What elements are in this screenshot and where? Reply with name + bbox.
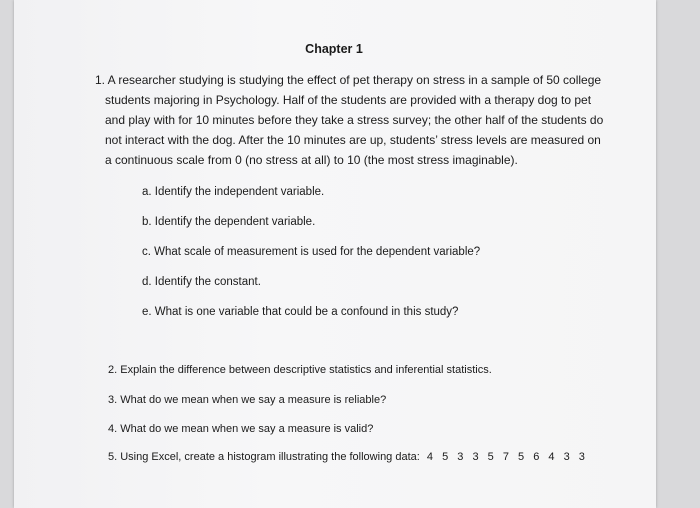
question-1e: e. What is one variable that could be a confound in this study? bbox=[142, 306, 459, 318]
question-1-text bbox=[95, 70, 625, 170]
question-1-line: and play with for 10 minutes before they take a stress survey; the other half of the students do bbox=[105, 113, 604, 127]
data-value: 3 bbox=[472, 451, 479, 463]
question-1-line: 1. A researcher studying is studying the effect of pet therapy on stress in a sample of 50 college bbox=[95, 73, 602, 87]
question-3: 3. What do we mean when we say a measure is reliable? bbox=[108, 394, 387, 406]
question-1b: b. Identify the dependent variable. bbox=[142, 216, 316, 228]
data-value: 4 bbox=[548, 451, 555, 463]
question-1-line: students majoring in Psychology. Half of the students are provided with a therapy dog to pet bbox=[105, 93, 592, 107]
question-2: 2. Explain the difference between descriptive statistics and inferential statistics. bbox=[108, 364, 492, 376]
data-value: 5 bbox=[442, 451, 449, 463]
data-value: 5 bbox=[518, 451, 525, 463]
question-4: 4. What do we mean when we say a measure is valid? bbox=[108, 423, 374, 435]
question-5 bbox=[108, 451, 591, 463]
data-value: 3 bbox=[457, 451, 464, 463]
question-5-text: 5. Using Excel, create a histogram illustrating the following data: bbox=[108, 451, 420, 463]
data-value: 3 bbox=[563, 451, 570, 463]
data-value: 6 bbox=[533, 451, 540, 463]
data-value: 4 bbox=[426, 451, 434, 463]
histogram-data-list bbox=[427, 451, 591, 463]
data-value: 3 bbox=[578, 451, 585, 463]
question-1a: a. Identify the independent variable. bbox=[142, 186, 325, 198]
question-1c: c. What scale of measurement is used for the dependent variable? bbox=[142, 246, 481, 258]
question-1-line: not interact with the dog. After the 10 minutes are up, students’ stress levels are measured on bbox=[105, 133, 601, 147]
data-value: 5 bbox=[487, 451, 494, 463]
question-1-line: a continuous scale from 0 (no stress at all) to 10 (the most stress imaginable). bbox=[105, 153, 518, 167]
document-page bbox=[14, 0, 656, 508]
chapter-title: Chapter 1 bbox=[305, 42, 363, 56]
question-1d: d. Identify the constant. bbox=[142, 276, 261, 288]
data-value: 7 bbox=[502, 451, 509, 463]
